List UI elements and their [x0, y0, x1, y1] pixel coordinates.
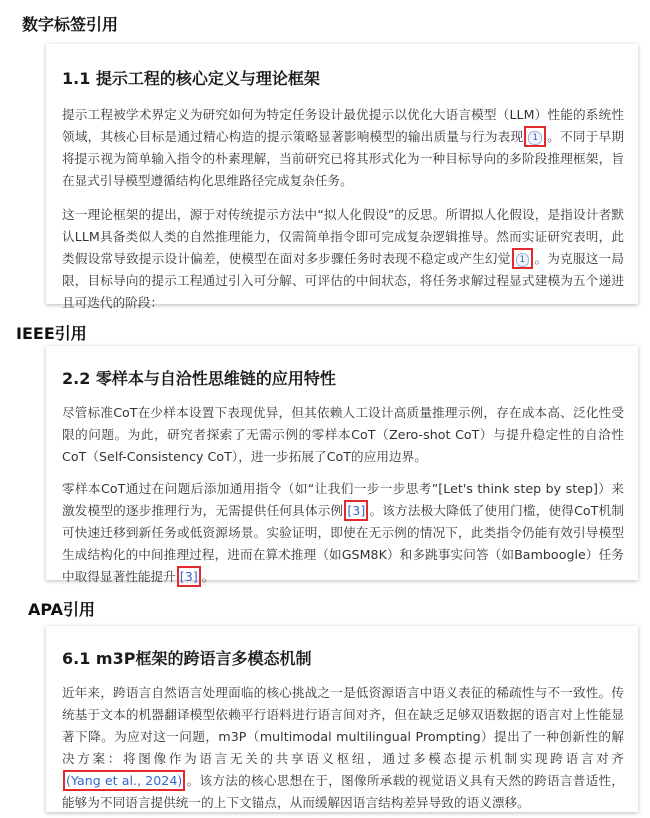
paragraph-text: 近年来，跨语言自然语言处理面临的核心挑战之一是低资源语言中语义表征的稀疏性与不一致性。传统基于文本的机器翻译模型依赖平行语料进行语言间对齐，但在缺乏足够双语数据的语言对上性能显著下降。为应对这一问题，m3P（multimodal multilingual Prompting）提出了一种创新性的解决方案：将图像作为语言无关的共享语义枢纽，通过多模态提示机制实现跨语言对齐 [62, 685, 624, 766]
paragraph-text: 。该方法极大降低了使用门槛，使得CoT机制可快速迁移到新任务或低资源场景。实验证明，即使在无示例的情况下，此类指令仍能有效引导模型生成结构化的中间推理过程，进而在算术推理（如GSM8K）和多跳事实问答（如Bamboogle）任务中取得显著性能提升 [62, 503, 624, 584]
citation-link[interactable]: (Yang et al., 2024) [63, 770, 185, 791]
paragraph-text: 这一理论框架的提出，源于对传统提示方法中“拟人化假设”的反思。所谓拟人化假设，是指设计者默认LLM具备类似人类的自然推理能力，仅需简单指令即可完成复杂逻辑推导。然而实证研究表明，此类假设常导致提示设计偏差，使模型在面对多步骤任务时表现不稳定或产生幻觉 [62, 207, 624, 266]
citation-link[interactable]: [3] [344, 500, 368, 521]
paragraph: 尽管标准CoT在少样本设置下表现优异，但其依赖人工设计高质量推理示例，存在成本高、泛化性受限的问题。为此，研究者探索了无需示例的零样本CoT（Zero-shot CoT）与提升稳定性的自洽性CoT（Self-Consistency CoT），进一步拓展了CoT的应用边界。 [62, 405, 624, 464]
citation-highlight [524, 126, 546, 147]
paragraph-text: 提示工程被学术界定义为研究如何为特定任务设计最优提示以优化大语言模型（LLM）性能的系统性领域，其核心目标是通过精心构造的提示策略显著影响模型的输出质量与行为表现 [62, 107, 624, 144]
section-heading: 1.1 提示工程的核心定义与理论框架 [62, 69, 320, 88]
section-heading: 2.2 零样本与自洽性思维链的应用特性 [62, 369, 336, 388]
paragraph-text: 。 [201, 569, 215, 584]
citation-link[interactable]: 1 [528, 131, 542, 145]
section-label-ieee: IEEE引用 [16, 324, 87, 343]
paragraph [62, 478, 624, 588]
paragraph-text: 。为克服这一局限，目标导向的提示工程通过引入可分解、可评估的中间状态，将任务求解过程显式建模为五个递进且可迭代的阶段： [62, 251, 624, 310]
section-label-numeric: 数字标签引用 [22, 15, 119, 34]
paragraph-text: 。该方法的核心思想在于，图像所承载的视觉语义具有天然的跨语言普适性，能够为不同语言提供统一的上下文锚点，从而缓解因语言结构差异导致的语义漂移。 [62, 773, 624, 810]
paragraph-text: 零样本CoT通过在问题后添加通用指令（如“让我们一步一步思考”[Let's think step by step]）来激发模型的逐步推理行为，无需提供任何具体示例 [62, 481, 624, 518]
paragraph [62, 682, 624, 814]
paragraph [62, 204, 624, 314]
section-card-numeric [46, 44, 638, 310]
citation-link[interactable]: 1 [516, 253, 530, 267]
section-heading: 6.1 m3P框架的跨语言多模态机制 [62, 649, 312, 668]
citation-highlight [512, 248, 534, 269]
paragraph-text: 。不同于早期将提示视为简单输入指令的朴素理解，当前研究已将其形式化为一种目标导向的多阶段推理框架，旨在显式引导模型遵循结构化思维路径完成复杂任务。 [62, 129, 624, 188]
section-card-apa [46, 626, 638, 812]
citation-link[interactable]: [3] [177, 566, 201, 587]
section-label-apa: APA引用 [28, 600, 96, 619]
section-card-ieee [46, 346, 638, 584]
paragraph [62, 104, 624, 192]
